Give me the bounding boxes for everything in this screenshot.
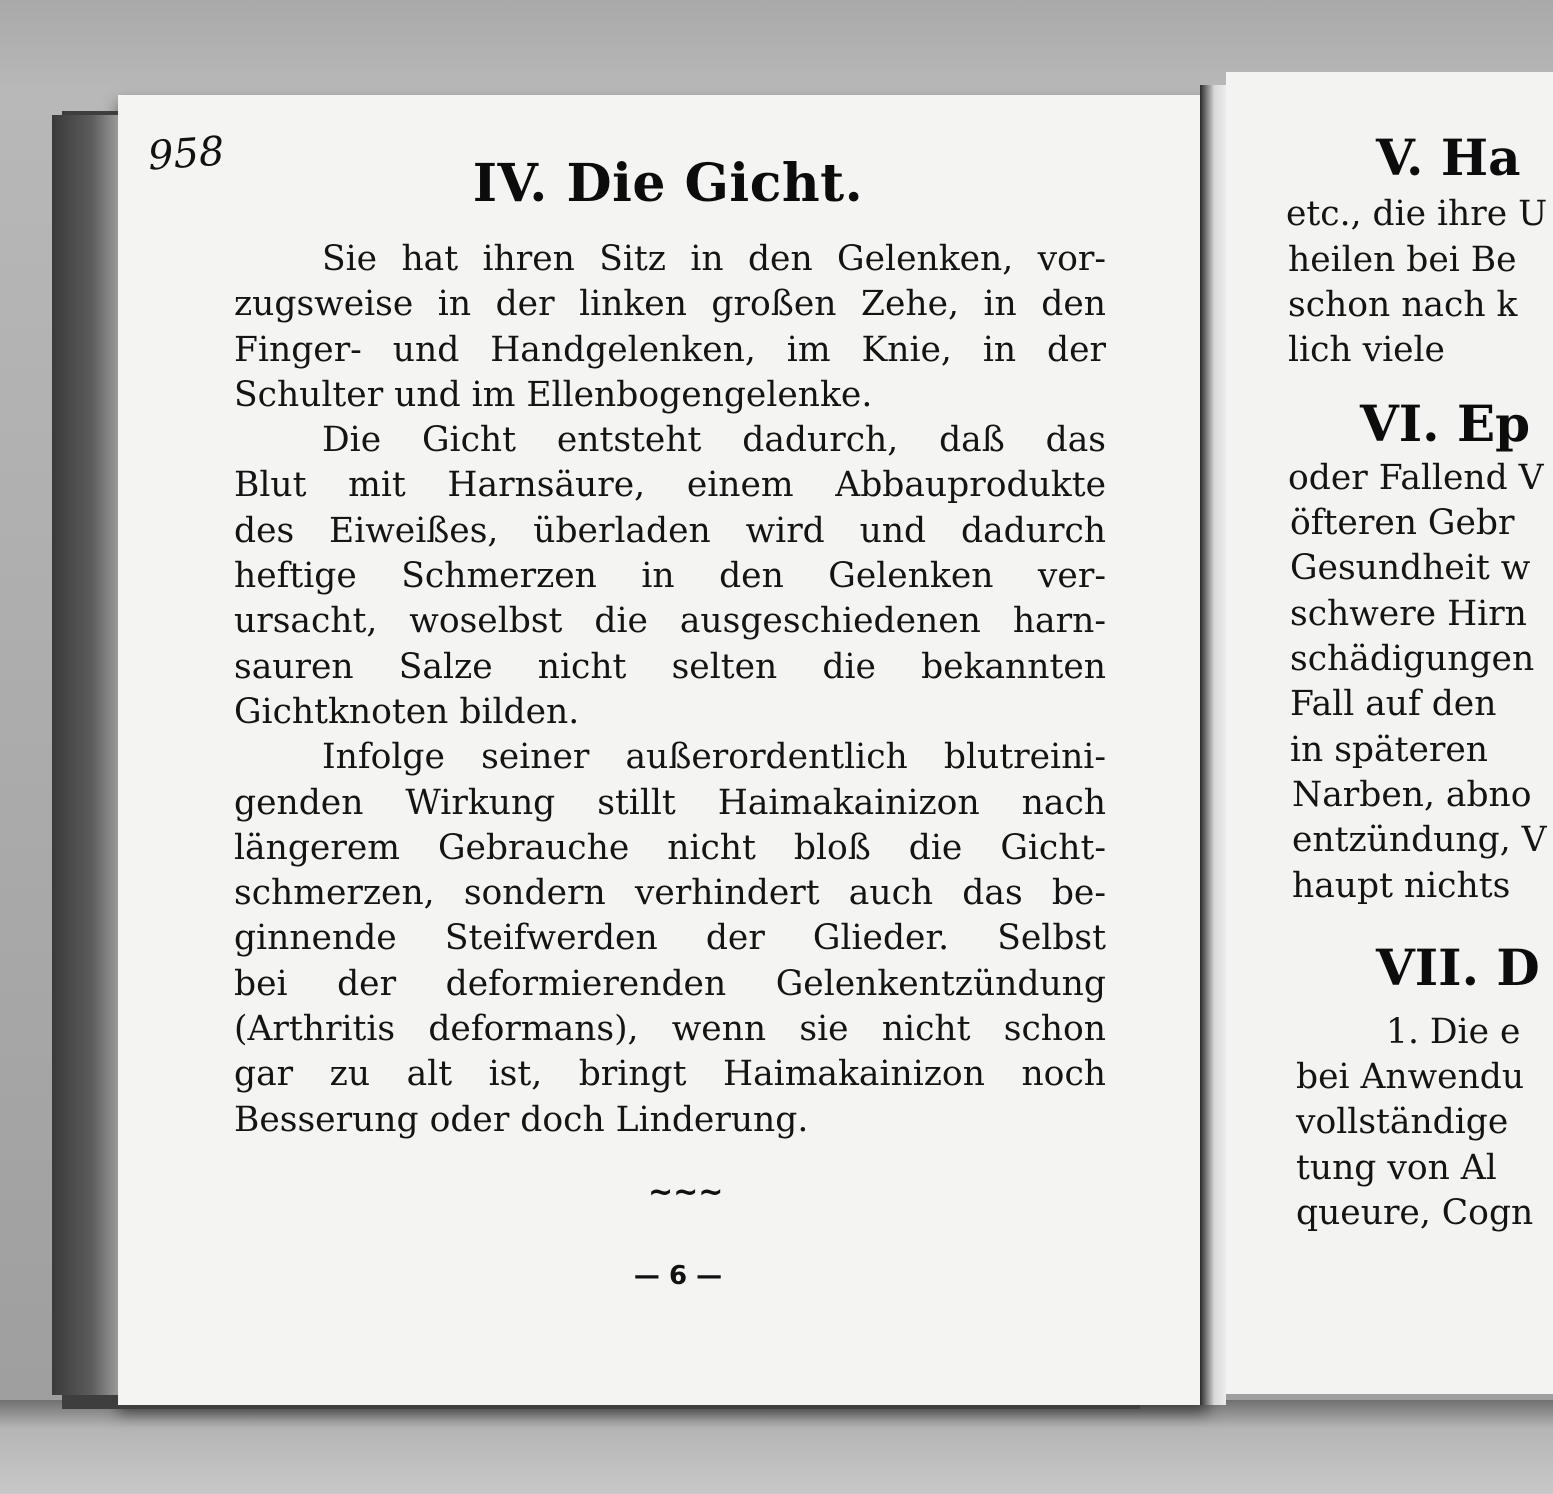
text-line: Schulter und im Ellenbogengelenke. (234, 374, 873, 415)
book-gutter (1200, 85, 1226, 1405)
text-line: entzündung, V (1292, 820, 1547, 860)
handwritten-page-number: 958 (146, 128, 226, 180)
text-line: des Eiweißes, überladen wird und dadurch (234, 510, 1106, 551)
text-line: schwere Hirn (1290, 594, 1527, 634)
text-line: Blut mit Harnsäure, einem Abbauprodukte (234, 465, 1106, 506)
text-line: heilen bei Be (1288, 240, 1517, 280)
chapter-title: IV. Die Gicht. (472, 153, 864, 214)
text-line: heftige Schmerzen in den Gelenken ver- (234, 556, 1106, 597)
section-heading-vi: VI. Ep (1360, 394, 1531, 453)
text-line: lich viele (1288, 330, 1445, 370)
text-line: bei der deformierenden Gelenkentzündung (234, 963, 1106, 1004)
text-line: Sie hat ihren Sitz in den Gelenken, vor- (322, 239, 1106, 279)
section-heading-v: V. Ha (1376, 128, 1521, 187)
text-line: (Arthritis deformans), wenn sie nicht schon (234, 1009, 1106, 1050)
section-heading-vii: VII. D (1376, 938, 1540, 997)
text-line: 1. Die e (1386, 1012, 1521, 1052)
text-line: gar zu alt ist, bringt Haimakainizon noch (234, 1054, 1106, 1095)
text-line: in späteren (1290, 730, 1488, 770)
text-line: schon nach k (1288, 285, 1518, 325)
text-line: zugsweise in der linken großen Zehe, in den (234, 284, 1106, 325)
text-line: vollständige (1296, 1102, 1509, 1142)
page-folio: — 6 — (633, 1261, 723, 1291)
text-line: Finger- und Handgelenken, im Knie, in der (234, 329, 1106, 370)
text-line: schmerzen, sondern verhindert auch das be- (234, 873, 1106, 914)
text-line: öfteren Gebr (1290, 503, 1515, 543)
text-line: haupt nichts (1292, 866, 1511, 906)
text-line: ursacht, woselbst die ausgeschiedenen harn- (234, 601, 1106, 642)
text-line: Gichtknoten bilden. (234, 691, 580, 732)
text-line: Fall auf den (1290, 684, 1497, 724)
text-line: Gesundheit w (1290, 548, 1531, 588)
ornament-divider: ~~~ (648, 1175, 724, 1210)
left-page (118, 95, 1208, 1405)
right-page (1226, 72, 1553, 1394)
text-line: Die Gicht entsteht dadurch, daß das (322, 420, 1106, 461)
text-line: schädigungen (1290, 639, 1535, 679)
text-line: etc., die ihre U (1286, 194, 1548, 234)
text-line: queure, Cogn (1296, 1193, 1534, 1233)
text-line: bei Anwendu (1296, 1057, 1525, 1097)
text-line: sauren Salze nicht selten die bekannten (234, 646, 1106, 687)
text-line: Infolge seiner außerordentlich blutreini- (322, 737, 1106, 778)
text-line: ginnende Steifwerden der Glieder. Selbst (234, 918, 1106, 959)
text-line: oder Fallend V (1288, 458, 1544, 498)
body-text (234, 237, 1106, 1143)
text-line: Narben, abno (1292, 775, 1532, 815)
text-line: längerem Gebrauche nicht bloß die Gicht- (234, 827, 1106, 868)
text-line: Besserung oder doch Linderung. (234, 1099, 809, 1140)
text-line: tung von Al (1296, 1148, 1497, 1188)
text-line: genden Wirkung stillt Haimakainizon nach (234, 782, 1106, 823)
